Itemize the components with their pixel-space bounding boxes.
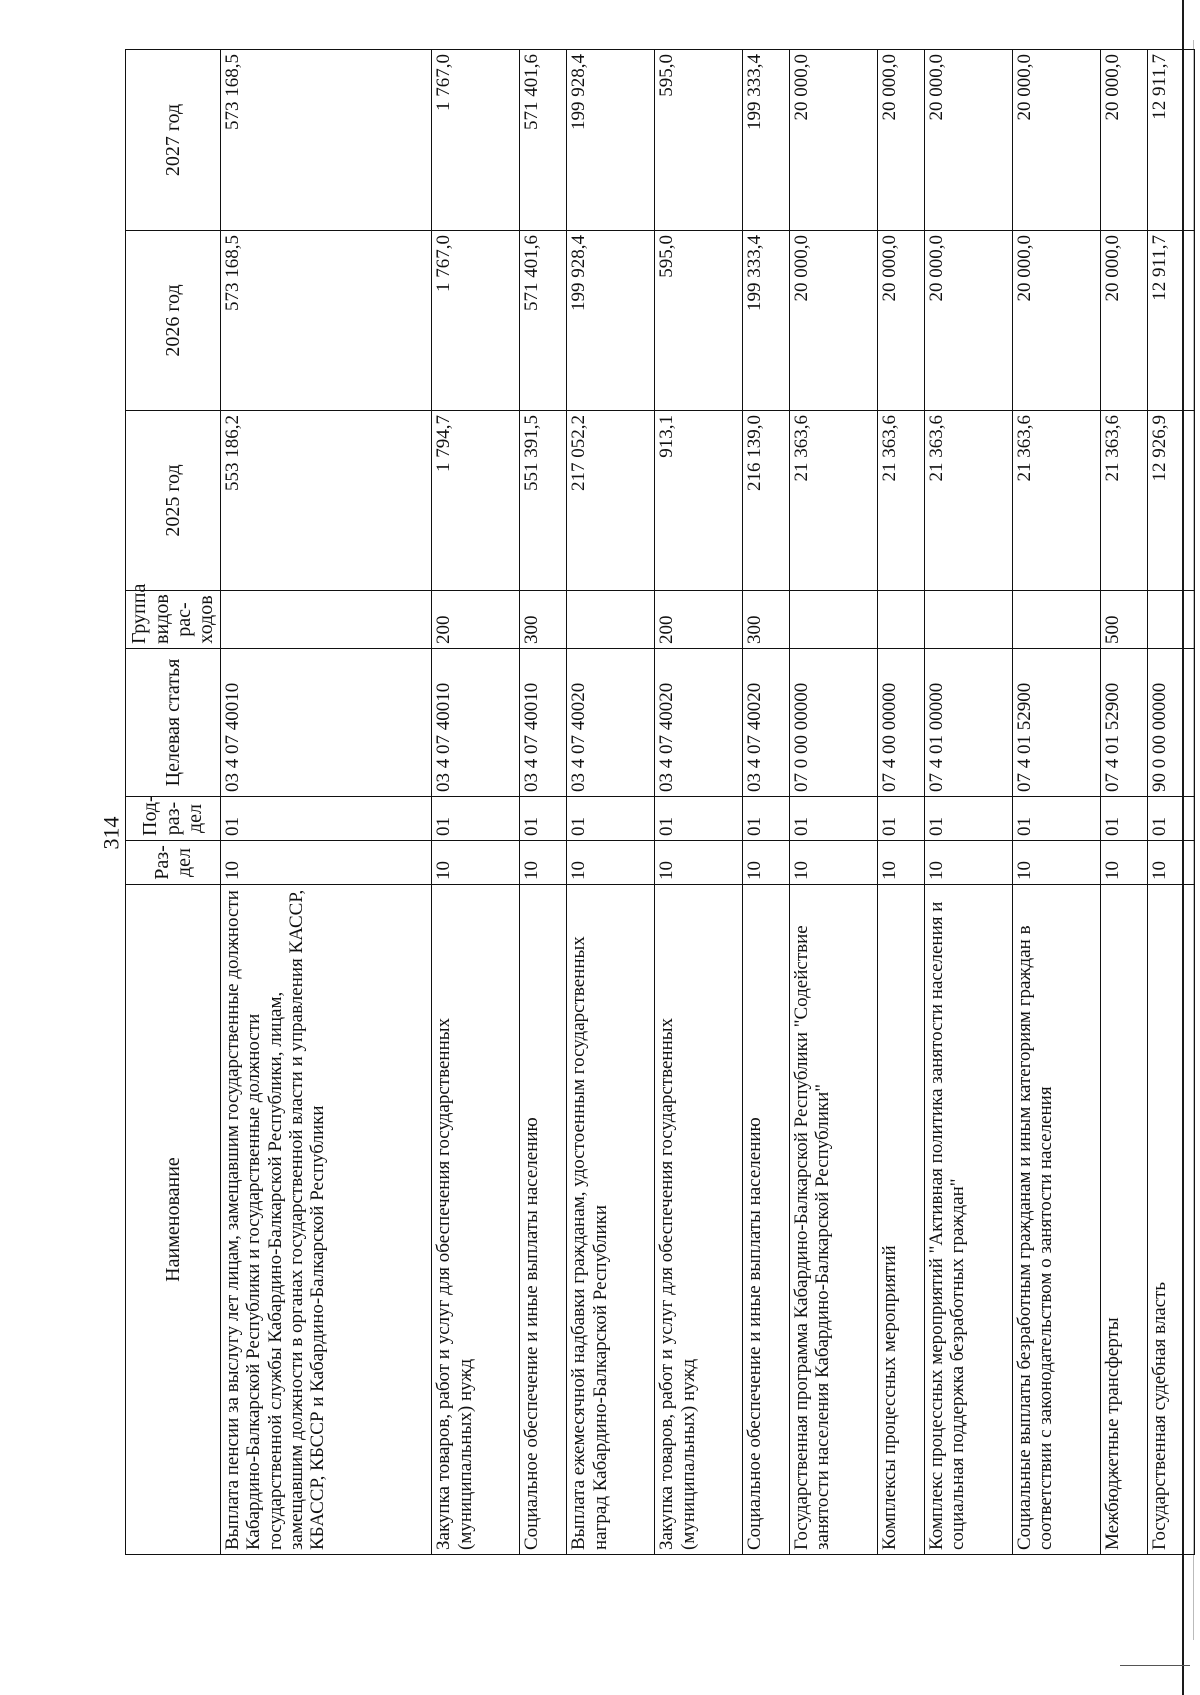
row-2027: 20 000,0 bbox=[790, 50, 878, 231]
row-razdel: 10 bbox=[925, 841, 1013, 885]
row-podrazdel: 01 bbox=[520, 797, 567, 841]
row-2025: 1 794,7 bbox=[432, 411, 520, 591]
row-razdel: 10 bbox=[743, 841, 790, 885]
row-gruppa: 300 bbox=[520, 591, 567, 649]
table-row bbox=[567, 50, 655, 1555]
row-gruppa bbox=[567, 591, 655, 649]
header-2026: 2026 год bbox=[126, 231, 221, 411]
row-2027: 571 401,6 bbox=[520, 50, 567, 231]
row-2025: 21 363,6 bbox=[790, 411, 878, 591]
header-name: Наименование bbox=[126, 885, 221, 1555]
row-name: Закупка товаров, работ и услуг для обеспечения государственных (муниципальных) нужд bbox=[655, 885, 743, 1555]
row-2026: 12 911,7 bbox=[1148, 231, 1195, 411]
row-2025: 12 926,9 bbox=[1148, 411, 1195, 591]
row-2027: 1 767,0 bbox=[432, 50, 520, 231]
row-2025: 217 052,2 bbox=[567, 411, 655, 591]
row-gruppa: 200 bbox=[655, 591, 743, 649]
row-podrazdel: 01 bbox=[655, 797, 743, 841]
row-podrazdel: 01 bbox=[1013, 797, 1101, 841]
row-2025: 21 363,6 bbox=[878, 411, 925, 591]
row-2027: 573 168,5 bbox=[221, 50, 432, 231]
row-2027: 199 928,4 bbox=[567, 50, 655, 231]
row-podrazdel: 01 bbox=[878, 797, 925, 841]
table-row bbox=[1101, 50, 1148, 1555]
row-celevaya: 07 4 00 00000 bbox=[878, 649, 925, 797]
row-razdel: 10 bbox=[1148, 841, 1195, 885]
table-header-row bbox=[126, 50, 221, 1555]
row-gruppa bbox=[925, 591, 1013, 649]
row-gruppa bbox=[1013, 591, 1101, 649]
row-gruppa: 300 bbox=[743, 591, 790, 649]
row-name: Выплата ежемесячной надбавки гражданам, удостоенным государственных наград Кабардино-Балкарской Республики bbox=[567, 885, 655, 1555]
row-2026: 20 000,0 bbox=[878, 231, 925, 411]
row-2027: 20 000,0 bbox=[878, 50, 925, 231]
row-2025: 216 139,0 bbox=[743, 411, 790, 591]
row-celevaya: 90 0 00 00000 bbox=[1148, 649, 1195, 797]
row-2027: 20 000,0 bbox=[1013, 50, 1101, 231]
row-2026: 20 000,0 bbox=[1101, 231, 1148, 411]
row-podrazdel: 01 bbox=[1101, 797, 1148, 841]
row-gruppa bbox=[878, 591, 925, 649]
table-row bbox=[925, 50, 1013, 1555]
row-podrazdel: 01 bbox=[925, 797, 1013, 841]
row-2026: 199 333,4 bbox=[743, 231, 790, 411]
row-name: Выплата пенсии за выслугу лет лицам, замещавшим государственные должности Кабардино-Балкарской Республики и государственные должности государственной службы Кабардино-Балкарской Республики, лицам, замещавшим должности в органах государственной власти и управления КАССР, КБАССР, КБССР и Кабардино-Балкарской Республики bbox=[221, 885, 432, 1555]
row-name: Комплекс процессных мероприятий "Активная политика занятости населения и социальная поддержка безработных граждан" bbox=[925, 885, 1013, 1555]
row-razdel: 10 bbox=[567, 841, 655, 885]
table-row bbox=[655, 50, 743, 1555]
page-number: 314 bbox=[98, 816, 124, 850]
table-row bbox=[878, 50, 925, 1555]
row-celevaya: 07 4 01 52900 bbox=[1101, 649, 1148, 797]
row-razdel: 10 bbox=[790, 841, 878, 885]
budget-table bbox=[125, 49, 1195, 1555]
row-gruppa bbox=[790, 591, 878, 649]
rotated-table-container bbox=[125, 50, 1195, 1555]
row-celevaya: 03 4 07 40020 bbox=[743, 649, 790, 797]
row-razdel: 10 bbox=[221, 841, 432, 885]
row-podrazdel: 01 bbox=[743, 797, 790, 841]
row-2025: 551 391,5 bbox=[520, 411, 567, 591]
row-2026: 595,0 bbox=[655, 231, 743, 411]
row-podrazdel: 01 bbox=[567, 797, 655, 841]
row-podrazdel: 01 bbox=[1148, 797, 1195, 841]
row-gruppa bbox=[1148, 591, 1195, 649]
table-row bbox=[743, 50, 790, 1555]
row-podrazdel: 01 bbox=[432, 797, 520, 841]
header-celevaya: Целевая статья bbox=[126, 649, 221, 797]
row-razdel: 10 bbox=[1101, 841, 1148, 885]
row-name: Социальное обеспечение и иные выплаты населению bbox=[743, 885, 790, 1555]
header-gruppa: Группа видов рас-ходов bbox=[126, 591, 221, 649]
row-2025: 913,1 bbox=[655, 411, 743, 591]
header-2027: 2027 год bbox=[126, 50, 221, 231]
row-celevaya: 03 4 07 40020 bbox=[567, 649, 655, 797]
row-razdel: 10 bbox=[1013, 841, 1101, 885]
row-2025: 21 363,6 bbox=[925, 411, 1013, 591]
row-name: Социальные выплаты безработным гражданам и иным категориям граждан в соответствии с законодательством о занятости населения bbox=[1013, 885, 1101, 1555]
row-name: Социальное обеспечение и иные выплаты населению bbox=[520, 885, 567, 1555]
row-razdel: 10 bbox=[878, 841, 925, 885]
row-2025: 21 363,6 bbox=[1013, 411, 1101, 591]
row-2026: 20 000,0 bbox=[790, 231, 878, 411]
row-celevaya: 03 4 07 40020 bbox=[655, 649, 743, 797]
row-celevaya: 07 4 01 52900 bbox=[1013, 649, 1101, 797]
row-2025: 553 186,2 bbox=[221, 411, 432, 591]
row-name: Государственная программа Кабардино-Балкарской Республики "Содействие занятости населения Кабардино-Балкарской Республики" bbox=[790, 885, 878, 1555]
row-celevaya: 03 4 07 40010 bbox=[520, 649, 567, 797]
row-name: Государственная судебная власть bbox=[1148, 885, 1195, 1555]
row-celevaya: 03 4 07 40010 bbox=[432, 649, 520, 797]
row-2027: 20 000,0 bbox=[1101, 50, 1148, 231]
row-2027: 20 000,0 bbox=[925, 50, 1013, 231]
row-name: Закупка товаров, работ и услуг для обеспечения государственных (муниципальных) нужд bbox=[432, 885, 520, 1555]
row-name: Межбюджетные трансферты bbox=[1101, 885, 1148, 1555]
row-celevaya: 07 0 00 00000 bbox=[790, 649, 878, 797]
row-podrazdel: 01 bbox=[221, 797, 432, 841]
row-2026: 20 000,0 bbox=[925, 231, 1013, 411]
header-podrazdel: Под-раз-дел bbox=[126, 797, 221, 841]
row-razdel: 10 bbox=[520, 841, 567, 885]
header-2025: 2025 год bbox=[126, 411, 221, 591]
row-2027: 12 911,7 bbox=[1148, 50, 1195, 231]
row-2026: 573 168,5 bbox=[221, 231, 432, 411]
row-name: Комплексы процессных мероприятий bbox=[878, 885, 925, 1555]
row-2026: 20 000,0 bbox=[1013, 231, 1101, 411]
row-celevaya: 07 4 01 00000 bbox=[925, 649, 1013, 797]
row-2026: 1 767,0 bbox=[432, 231, 520, 411]
row-2026: 571 401,6 bbox=[520, 231, 567, 411]
row-2027: 595,0 bbox=[655, 50, 743, 231]
row-razdel: 10 bbox=[432, 841, 520, 885]
row-2025: 21 363,6 bbox=[1101, 411, 1148, 591]
footnote-rule bbox=[1120, 1665, 1190, 1666]
table-row bbox=[1013, 50, 1101, 1555]
row-razdel: 10 bbox=[655, 841, 743, 885]
table-row bbox=[520, 50, 567, 1555]
row-celevaya: 03 4 07 40010 bbox=[221, 649, 432, 797]
row-gruppa: 200 bbox=[432, 591, 520, 649]
row-gruppa: 500 bbox=[1101, 591, 1148, 649]
header-razdel: Раз-дел bbox=[126, 841, 221, 885]
table-row bbox=[790, 50, 878, 1555]
table-row bbox=[221, 50, 432, 1555]
row-podrazdel: 01 bbox=[790, 797, 878, 841]
row-gruppa bbox=[221, 591, 432, 649]
row-2027: 199 333,4 bbox=[743, 50, 790, 231]
table-row bbox=[1148, 50, 1195, 1555]
row-2026: 199 928,4 bbox=[567, 231, 655, 411]
table-row bbox=[432, 50, 520, 1555]
